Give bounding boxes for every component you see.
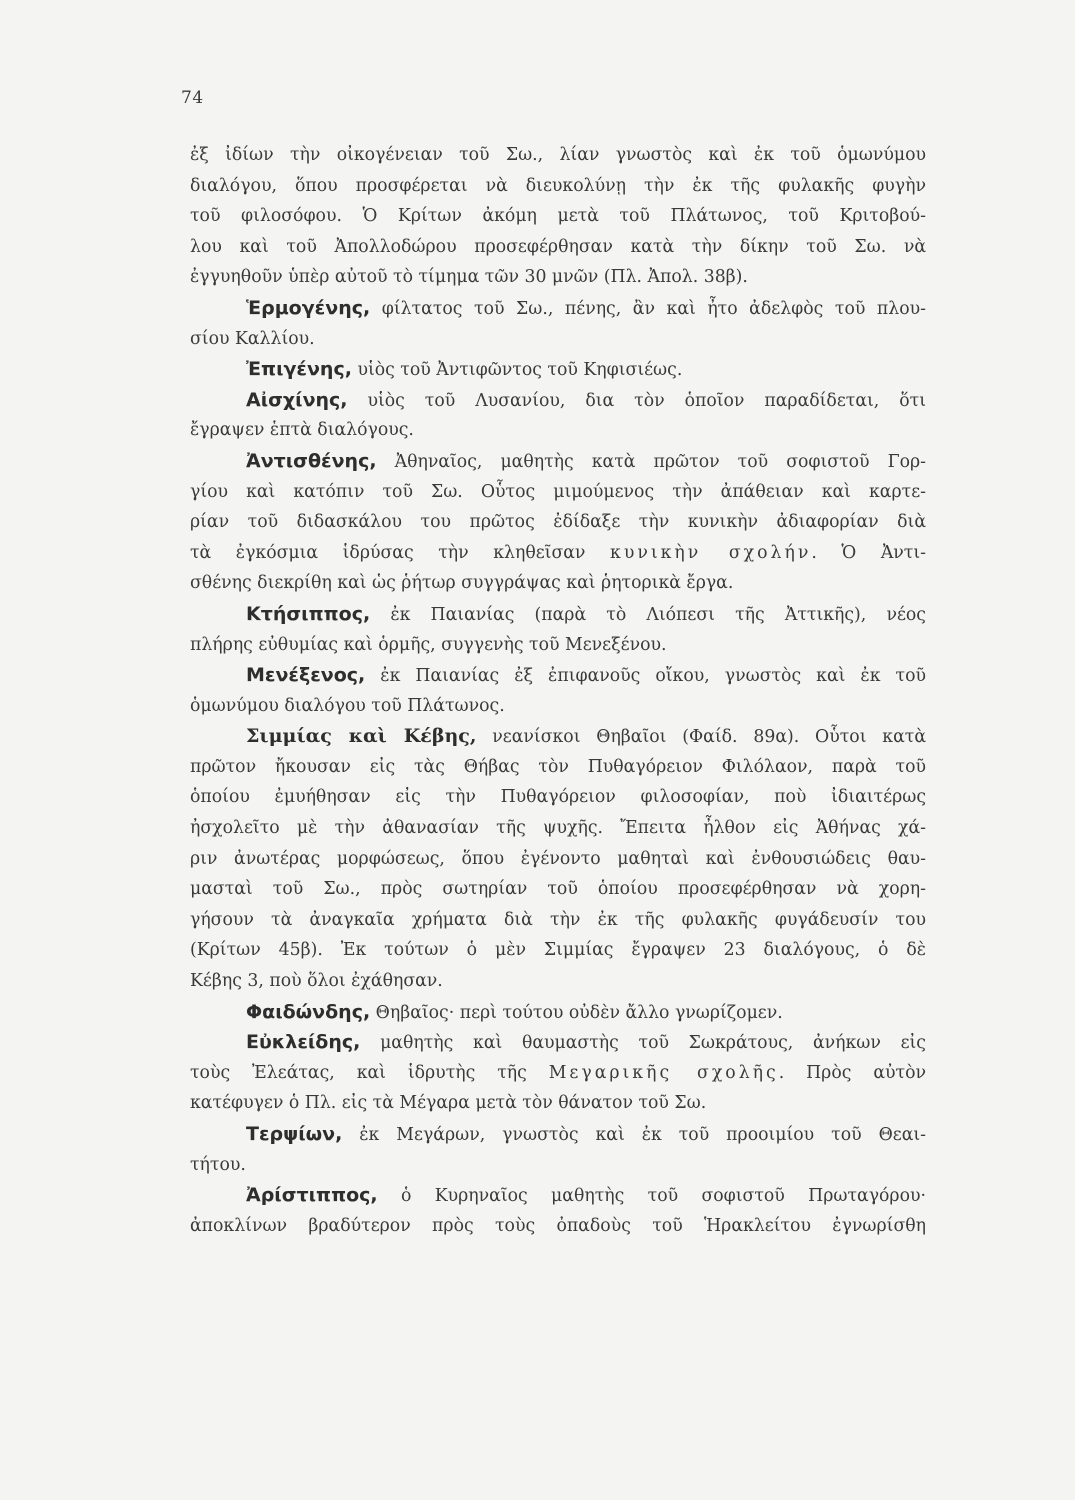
entry-heading-line: [190, 1027, 926, 1058]
line-text: πρῶτον ἤκουσαν εἰς τὰς Θήβας τὸν Πυθαγόρειον Φιλόλαον, παρὰ τοῦ: [190, 756, 926, 777]
text-line: [190, 324, 926, 355]
line-text: ἐκ Παιανίας (παρὰ τὸ Λιόπεσι τῆς Ἀττικῆς), νέος: [370, 604, 926, 625]
entry-heading-line: [190, 599, 926, 630]
line-text: υἱὸς τοῦ Λυσανίου, δια τὸν ὁποῖον παραδίδεται, ὅτι: [347, 390, 926, 411]
entry-heading-line: [190, 721, 926, 752]
line-text: ρίαν τοῦ διδασκάλου του πρῶτος ἐδίδαξε τὴν κυνικὴν ἀδιαφορίαν διὰ: [190, 512, 926, 533]
text-line: [190, 935, 926, 966]
spaced-emphasis: κυνικὴν σχολήν: [610, 542, 812, 563]
line-text: Κέβης 3, ποὺ ὅλοι ἐχάθησαν.: [190, 971, 443, 992]
entry-name: Σιμμίας καὶ Κέβης,: [246, 725, 477, 748]
text-line: [190, 966, 926, 997]
line-text: Θηβαῖος· περὶ τούτου οὐδὲν ἄλλο γνωρίζομεν.: [370, 1002, 783, 1023]
line-text: ὁ Κυρηναῖος μαθητὴς τοῦ σοφιστοῦ Πρωταγόρου·: [377, 1186, 926, 1207]
spaced-emphasis: Μεγαρικῆς σχολῆς: [548, 1062, 779, 1083]
entry-heading-line: [190, 997, 926, 1028]
line-text: υἱὸς τοῦ Ἀντιφῶντος τοῦ Κηφισιέως.: [351, 360, 683, 381]
line-text-after: . Πρὸς αὐτὸν: [778, 1062, 926, 1083]
text-line: [190, 782, 926, 813]
line-text-after: . Ὁ Ἀντι-: [811, 542, 926, 563]
line-text: ἔγραψεν ἑπτὰ διαλόγους.: [190, 420, 414, 441]
entry-name: Τερψίων,: [246, 1123, 343, 1145]
line-text: ὁποίου ἐμυήθησαν εἰς τὴν Πυθαγόρειον φιλοσοφίαν, ποὺ ἰδιαιτέρως: [190, 787, 926, 808]
line-text: Ἀθηναῖος, μαθητὴς κατὰ πρῶτον τοῦ σοφιστοῦ Γορ-: [376, 451, 926, 472]
line-text: λου καὶ τοῦ Ἀπολλοδώρου προσεφέρθησαν κατὰ τὴν δίκην τοῦ Σω. νὰ: [190, 236, 926, 257]
entry-name: Φαιδώνδης,: [246, 1000, 371, 1023]
text-line: [190, 905, 926, 936]
text-line: [190, 1211, 926, 1242]
entry-name: Μενέξενος,: [246, 664, 366, 687]
line-text: ριν ἀνωτέρας μορφώσεως, ὅπου ἐγένοντο μαθηταὶ καὶ ἐνθουσιώδεις θαυ-: [190, 848, 926, 869]
line-text: μασταὶ τοῦ Σω., πρὸς σωτηρίαν τοῦ ὁποίου προσεφέρθησαν νὰ χορη-: [190, 879, 926, 900]
text-line: [190, 752, 926, 783]
line-text: πλήρης εὐθυμίας καὶ ὁρμῆς, συγγενὴς τοῦ Μενεξένου.: [190, 634, 667, 655]
text-line: [190, 691, 926, 722]
entry-name: Αἰσχίνης,: [246, 388, 348, 411]
line-text: μαθητὴς καὶ θαυμαστὴς τοῦ Σωκράτους, ἀνήκων εἰς: [360, 1033, 926, 1054]
text-line: [190, 630, 926, 661]
line-text: ἐξ ἰδίων τὴν οἰκογένειαν τοῦ Σω., λίαν γνωστὸς καὶ ἐκ τοῦ ὁμωνύμου: [190, 145, 926, 165]
text-line: [190, 507, 926, 538]
line-text: ἐκ Παιανίας ἐξ ἐπιφανοῦς οἴκου, γνωστὸς καὶ ἐκ τοῦ: [365, 666, 926, 687]
line-text: φίλτατος τοῦ Σω., πένης, ἂν καὶ ἦτο ἀδελφὸς τοῦ πλου-: [370, 298, 926, 319]
text-line: [190, 568, 926, 599]
line-text: τοὺς Ἐλεάτας, καὶ ἱδρυτὴς τῆς: [190, 1062, 527, 1083]
line-text: τοῦ φιλοσόφου. Ὁ Κρίτων ἀκόμη μετὰ τοῦ Πλάτωνος, τοῦ Κριτοβού-: [190, 206, 926, 227]
text-line: [190, 171, 926, 202]
text-line: [190, 477, 926, 508]
text-line: [190, 140, 926, 171]
line-text: ὁμωνύμου διαλόγου τοῦ Πλάτωνος.: [190, 695, 505, 716]
text-line: [190, 201, 926, 232]
entry-name: Ἑρμογένης,: [246, 296, 371, 319]
line-text: τήτου.: [190, 1154, 246, 1175]
line-text: ἐκ Μεγάρων, γνωστὸς καὶ ἐκ τοῦ προοιμίου τοῦ Θεαι-: [342, 1125, 926, 1145]
entry-heading-line: [190, 293, 926, 324]
text-line: [190, 415, 926, 446]
line-text: τὰ ἐγκόσμια ἱδρύσας τὴν κληθεῖσαν: [190, 542, 586, 563]
line-text: ἠσχολεῖτο μὲ τὴν ἀθανασίαν τῆς ψυχῆς. Ἔπειτα ἦλθον εἰς Ἀθήνας χά-: [190, 818, 926, 839]
entry-name: Εὐκλείδης,: [246, 1031, 361, 1054]
text-line: [190, 262, 926, 293]
text-line: [190, 538, 926, 569]
line-text: (Κρίτων 45β). Ἐκ τούτων ὁ μὲν Σιμμίας ἔγραψεν 23 διαλόγους, ὁ δὲ: [190, 940, 926, 961]
entry-heading-line: [190, 446, 926, 477]
text-line: [190, 844, 926, 875]
text-line: [190, 1150, 926, 1181]
text-line: [190, 232, 926, 263]
text-line: [190, 1088, 926, 1119]
entry-heading-line: [190, 660, 926, 691]
line-text: διαλόγου, ὅπου προσφέρεται νὰ διευκολύνῃ τὴν ἐκ τῆς φυλακῆς φυγὴν: [190, 175, 926, 196]
line-text: ἀποκλίνων βραδύτερον πρὸς τοὺς ὀπαδοὺς τοῦ Ἡρακλείτου ἐγνωρίσθη: [190, 1215, 926, 1236]
line-text: σθένης διεκρίθη καὶ ὡς ῥήτωρ συγγράψας καὶ ῥητορικὰ ἔργα.: [190, 573, 734, 594]
entry-name: Ἀντισθένης,: [246, 449, 377, 472]
page-number: 74: [181, 88, 204, 108]
line-text: γήσουν τὰ ἀναγκαῖα χρήματα διὰ τὴν ἐκ τῆς φυλακῆς φυγάδευσίν του: [190, 909, 926, 930]
entry-heading-line: [190, 1180, 926, 1211]
text-line: [190, 813, 926, 844]
entry-heading-line: [190, 354, 926, 385]
line-text: σίου Καλλίου.: [190, 328, 315, 349]
line-text: ἐγγυηθοῦν ὑπὲρ αὐτοῦ τὸ τίμημα τῶν 30 μνῶν (Πλ. Ἀπολ. 38β).: [190, 267, 748, 288]
entry-name: Ἀρίστιππος,: [246, 1184, 378, 1207]
entry-heading-line: [190, 385, 926, 416]
line-text: κατέφυγεν ὁ Πλ. εἰς τὰ Μέγαρα μετὰ τὸν θάνατον τοῦ Σω.: [190, 1093, 707, 1114]
text-line: [190, 1058, 926, 1089]
line-text: γίου καὶ κατόπιν τοῦ Σω. Οὗτος μιμούμενος τὴν ἀπάθειαν καὶ καρτε-: [190, 481, 926, 502]
entry-heading-line: [190, 1119, 926, 1150]
entry-name: Κτήσιππος,: [246, 602, 371, 625]
text-line: [190, 874, 926, 905]
line-text: νεανίσκοι Θηβαῖοι (Φαίδ. 89α). Οὗτοι κατὰ: [476, 727, 926, 748]
entry-name: Ἐπιγένης,: [246, 358, 352, 381]
body-text: [190, 140, 926, 1241]
